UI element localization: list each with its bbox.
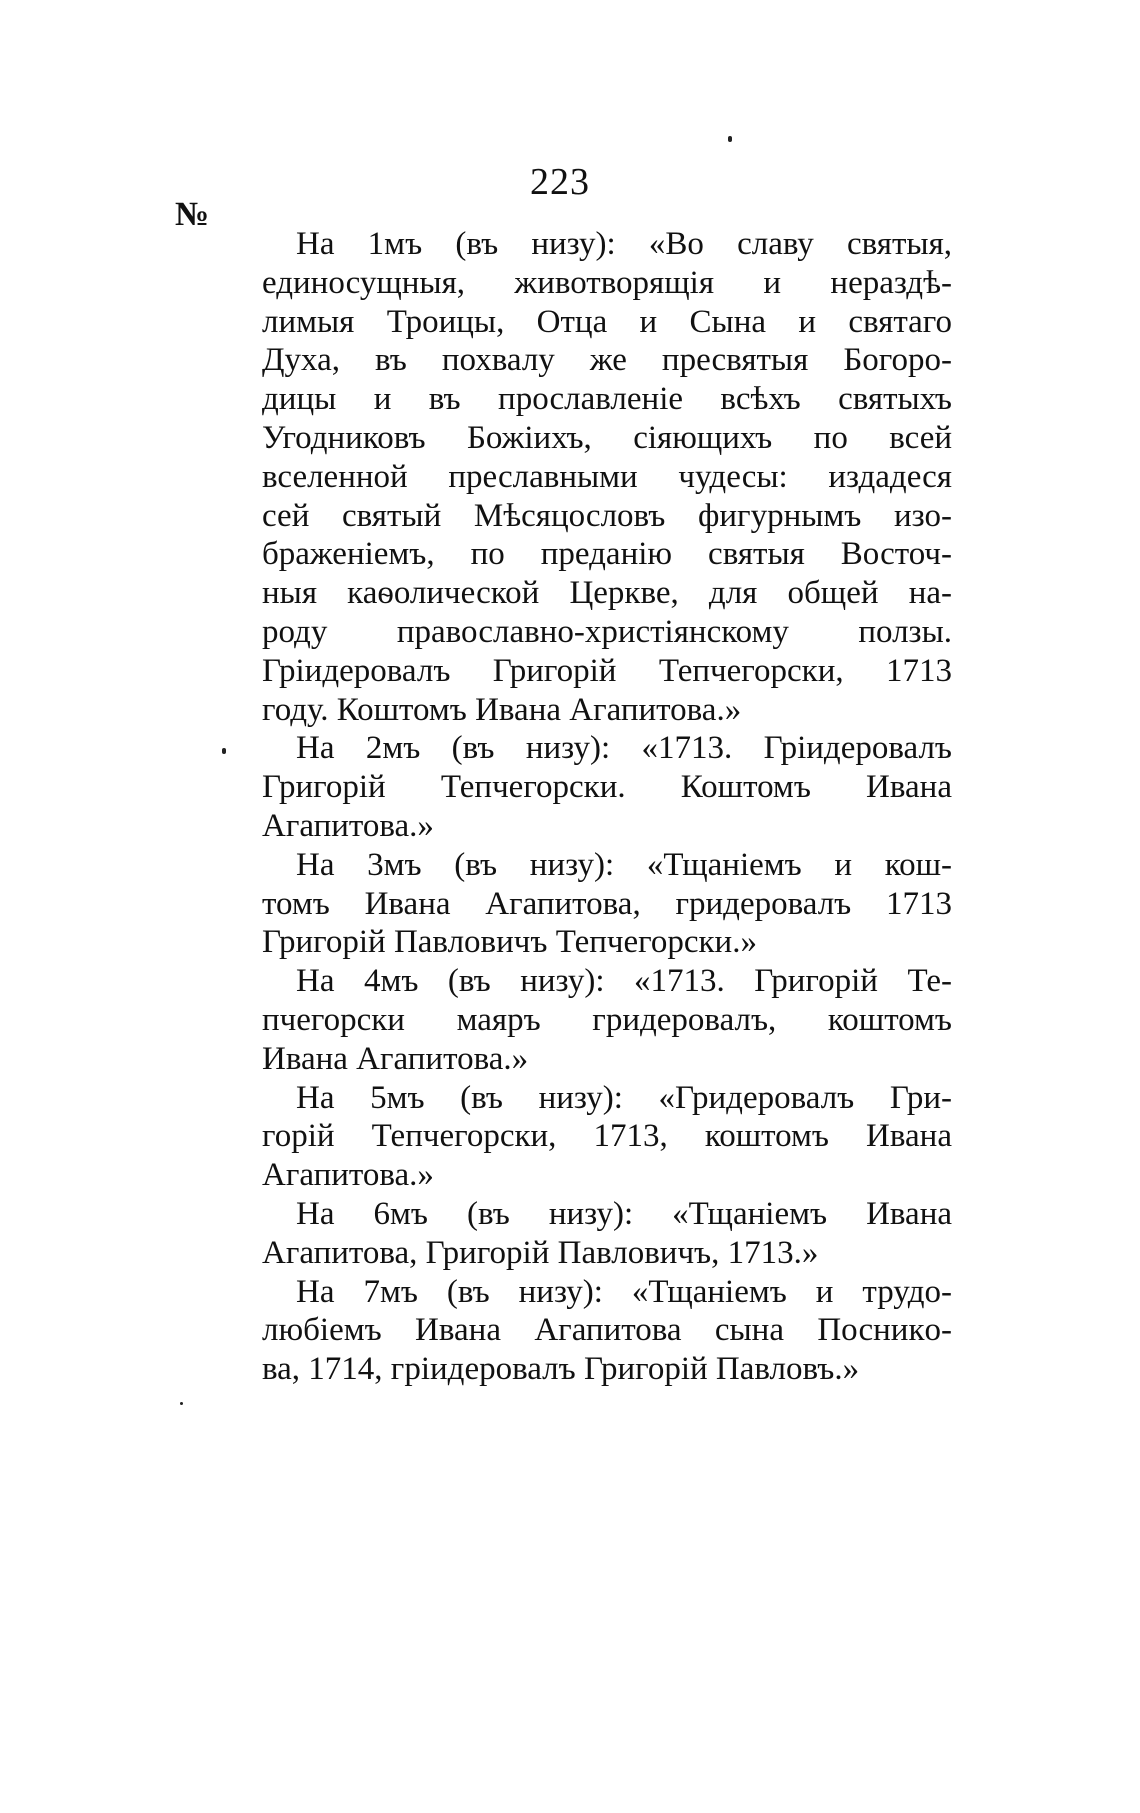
text-line: Ивана Агапитова.»	[262, 1040, 529, 1077]
text-line: Духа, въ похвалу же пресвятыя Богоро-	[262, 342, 952, 379]
text-line: роду православно-христіянскому ползы.	[262, 613, 952, 650]
body-text	[262, 225, 952, 1389]
text-line: горій Тепчегорски, 1713, коштомъ Ивана	[262, 1118, 952, 1155]
scan-speck	[180, 1402, 183, 1405]
text-line: ныя каѳолической Церкве, для общей на-	[262, 575, 952, 612]
text-line: На 6мъ (въ низу): «Тщаніемъ Ивана	[296, 1195, 952, 1232]
scan-speck	[728, 136, 732, 142]
text-line: Угодниковъ Божіихъ, сіяющихъ по всей	[262, 419, 952, 456]
text-line: дицы и въ прославленіе всѣхъ святыхъ	[262, 381, 952, 418]
text-line: лимыя Троицы, Отца и Сына и святаго	[262, 303, 952, 340]
text-line: браженіемъ, по преданію святыя Восточ-	[262, 536, 952, 573]
text-line: Агапитова, Григорій Павловичъ, 1713.»	[262, 1234, 819, 1271]
text-line: На 5мъ (въ низу): «Гридеровалъ Гри-	[296, 1079, 952, 1116]
text-line: На 4мъ (въ низу): «1713. Григорій Те-	[296, 963, 952, 1000]
text-line: Агапитова.»	[262, 807, 434, 844]
text-line: томъ Ивана Агапитова, гридеровалъ 1713	[262, 885, 952, 922]
scan-speck	[222, 748, 226, 754]
text-line: любіемъ Ивана Агапитова сына Посникo-	[262, 1312, 952, 1349]
text-line: На 2мъ (въ низу): «1713. Гріидеровалъ	[296, 730, 952, 767]
text-line: Григорій Тепчегорски. Коштомъ Ивана	[262, 769, 952, 806]
page-number: 223	[530, 161, 590, 203]
text-line: На 3мъ (въ низу): «Тщаніемъ и кош-	[296, 846, 952, 883]
text-line: Гріидеровалъ Григорій Тепчегорски, 1713	[262, 652, 952, 689]
text-line: сей святый Мѣсяцословъ фигурнымъ изо-	[262, 497, 952, 534]
text-line: единосущныя, животворящія и нераздѣ-	[262, 264, 952, 301]
text-line: Агапитова.»	[262, 1157, 434, 1194]
text-line: вселенной преславными чудесы: издадеся	[262, 458, 952, 495]
text-line: ва, 1714, гріидеровалъ Григорій Павловъ.»	[262, 1351, 860, 1388]
margin-number-sign: №	[175, 196, 210, 233]
text-line: пчегорски маяръ гридеровалъ, коштомъ	[262, 1001, 952, 1038]
text-line: На 7мъ (въ низу): «Тщаніемъ и трудо-	[296, 1273, 952, 1310]
text-line: Григорій Павловичъ Тепчегорски.»	[262, 924, 757, 961]
text-line: На 1мъ (въ низу): «Во славу святыя,	[296, 226, 952, 262]
text-line: году. Коштомъ Ивана Агапитова.»	[262, 691, 742, 728]
